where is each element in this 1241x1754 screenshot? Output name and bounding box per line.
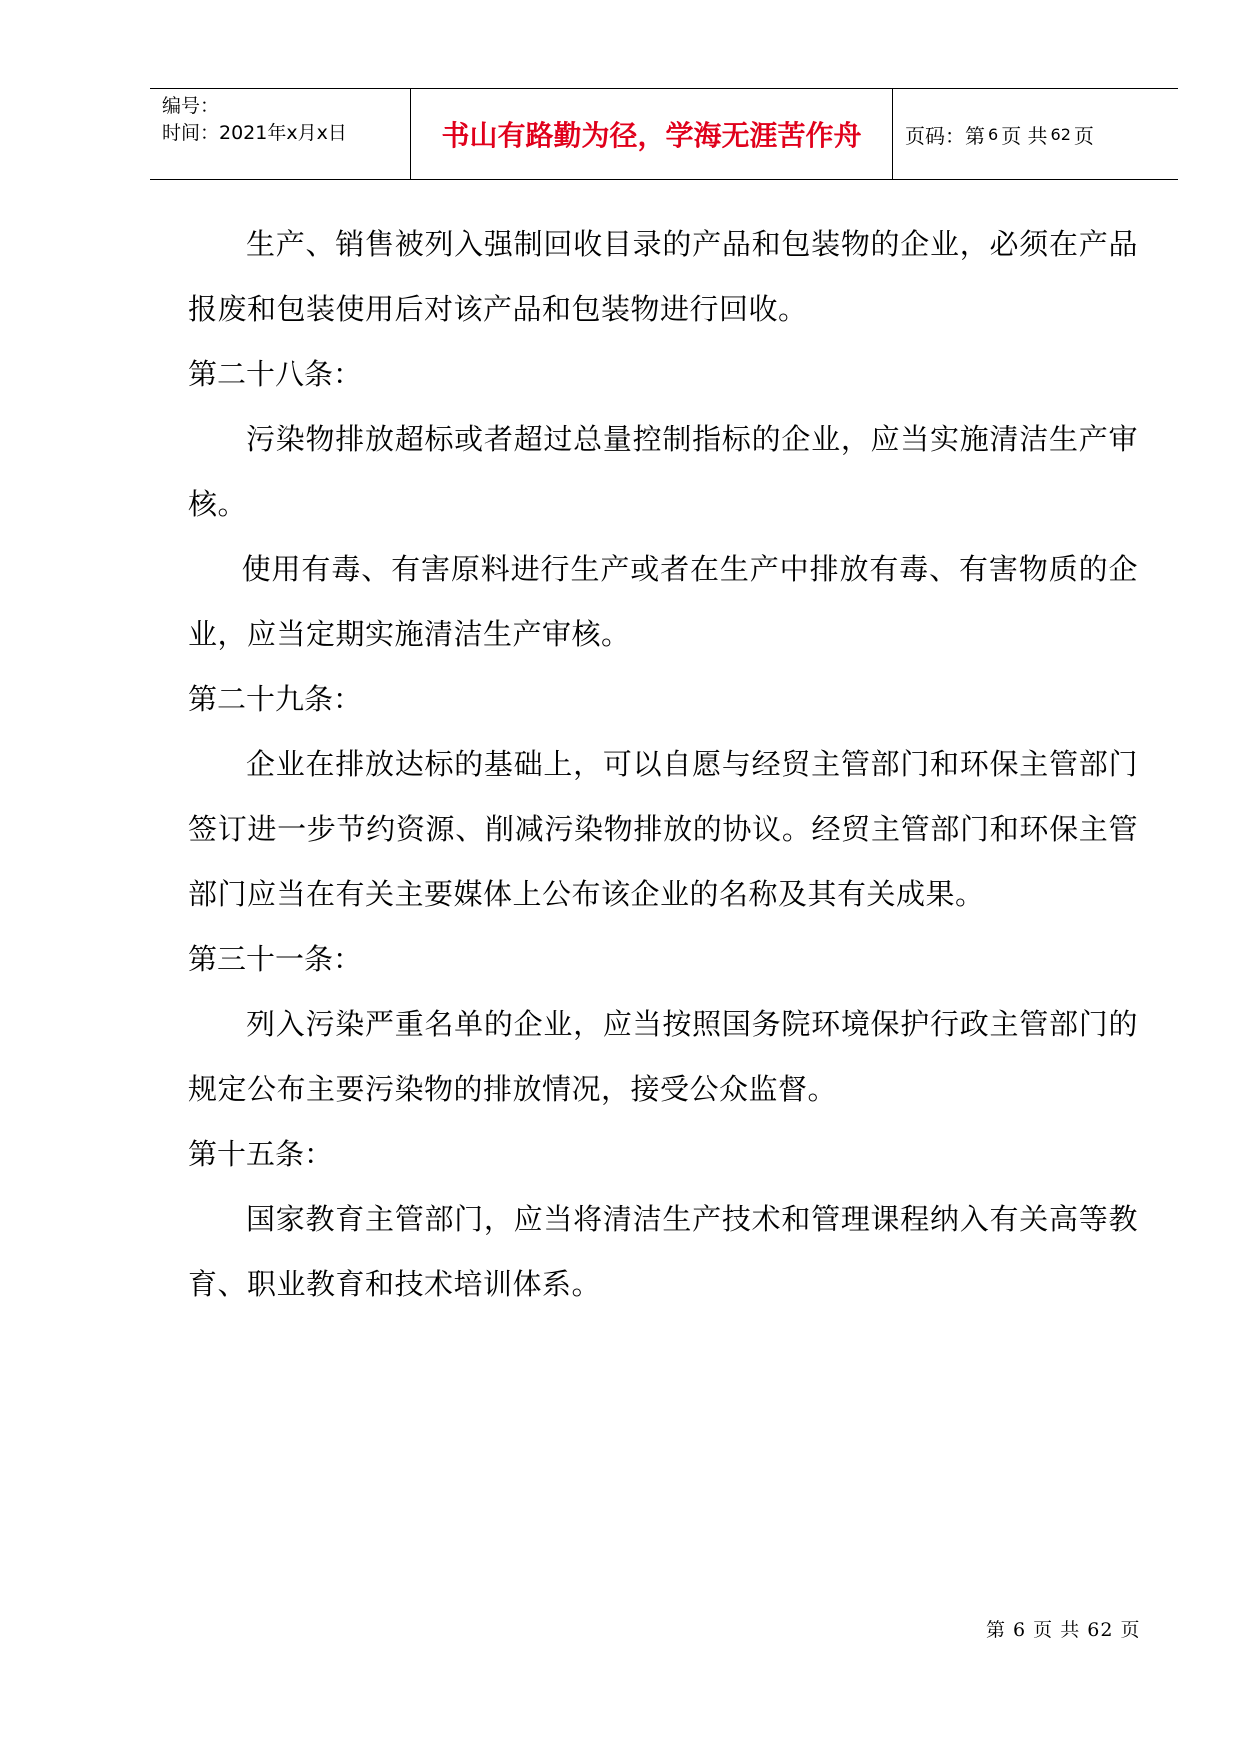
article-heading: 第三十一条： [188,942,363,976]
paragraph: 生产、销售被列入强制回收目录的产品和包装物的企业，必须在产品报废和包装使用后对该产品和包装物进行回收。 [188,227,1138,326]
page-current: 6 [988,124,999,144]
article-heading: 第二十九条： [188,682,363,716]
document-number-label: 编号： [162,95,220,117]
article-heading: 第十五条： [188,1137,334,1171]
header-page-number [893,89,1178,179]
page-total: 62 [1050,124,1071,144]
page-middle: 页 共 [1001,123,1048,148]
paragraph: 企业在排放达标的基础上，可以自愿与经贸主管部门和环保主管部门签订进一步节约资源、削减污染物排放的协议。经贸主管部门和环保主管部门应当在有关主要媒体上公布该企业的名称及其有关成果。 [188,747,1138,911]
page-footer: 第 6 页 共 62 页 [986,1619,1141,1641]
article-heading: 第二十八条： [188,357,363,391]
paragraph: 污染物排放超标或者超过总量控制指标的企业，应当实施清洁生产审核。 [188,422,1138,521]
header-meta [150,89,410,179]
paragraph: 国家教育主管部门，应当将清洁生产技术和管理课程纳入有关高等教育、职业教育和技术培训体系。 [188,1202,1138,1301]
header-motto: 书山有路勤为径，学海无涯苦作舟 [410,89,893,179]
document-body [188,212,1138,1317]
paragraph: 列入污染严重名单的企业，应当按照国务院环境保护行政主管部门的规定公布主要污染物的排放情况，接受公众监督。 [188,1007,1138,1106]
paragraph: 使用有毒、有害原料进行生产或者在生产中排放有毒、有害物质的企业，应当定期实施清洁生产审核。 [188,552,1138,651]
page-header [150,88,1178,180]
document-date: 时间：2021年x月x日 [162,122,347,144]
page-prefix: 页码：第 [905,123,985,148]
page-suffix: 页 [1073,123,1094,148]
